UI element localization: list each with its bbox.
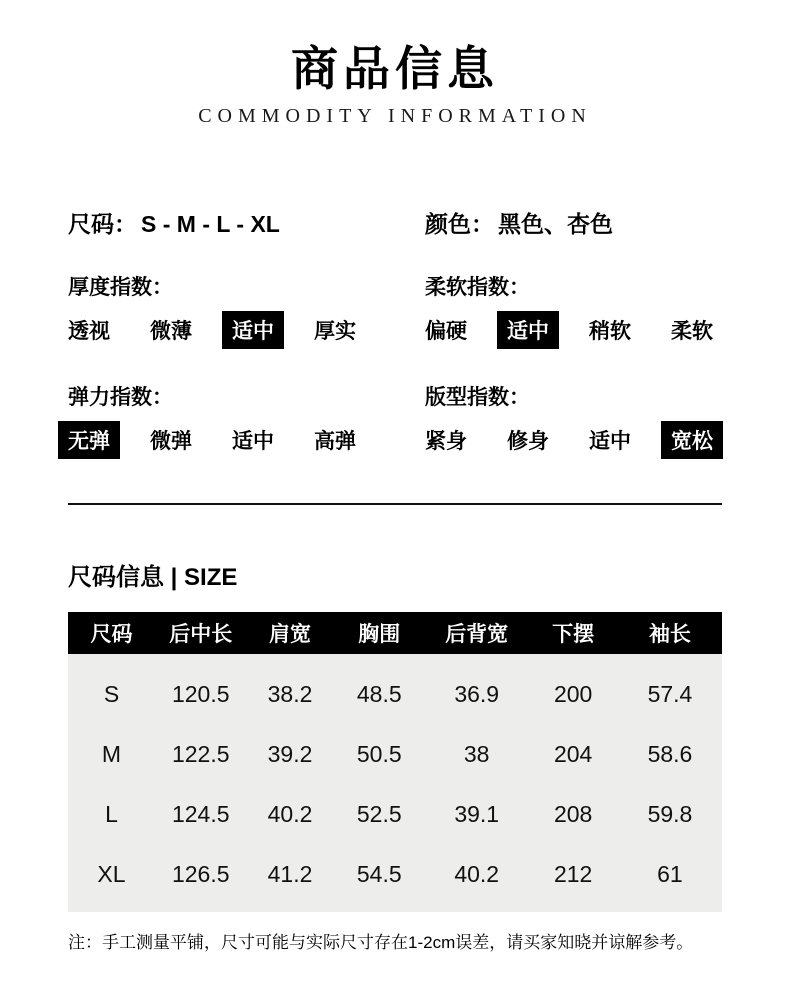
index-option: 柔软 <box>671 320 713 344</box>
attribute-indices <box>68 271 722 455</box>
cell: 204 <box>553 740 593 767</box>
thickness-options <box>68 315 425 345</box>
page-title: 商品信息 <box>291 42 499 95</box>
index-option-selected: 适中 <box>497 311 559 349</box>
col-header-back-width: 后背宽 <box>445 623 509 647</box>
table-row-m <box>68 724 722 784</box>
fit-options <box>425 425 722 455</box>
index-option: 微弹 <box>150 430 192 454</box>
cell: 38 <box>463 740 490 767</box>
color-spec-label: 颜色： <box>425 211 494 238</box>
size-table <box>68 612 722 912</box>
index-option-selected: 宽松 <box>661 421 723 459</box>
col-header-hem: 下摆 <box>552 623 595 647</box>
index-option: 透视 <box>68 320 110 344</box>
index-option: 偏硬 <box>425 320 467 344</box>
elasticity-options <box>68 425 425 455</box>
index-option: 紧身 <box>425 430 467 454</box>
cell: 124.5 <box>171 800 230 827</box>
measurement-note: 注：手工测量平铺，尺寸可能与实际尺寸存在1-2cm误差，请买家知晓并谅解参考。 <box>68 933 694 953</box>
col-header-back-length: 后中长 <box>169 623 233 647</box>
cell: 50.5 <box>356 740 402 767</box>
fit-index-label: 版型指数： <box>425 386 530 410</box>
softness-index-label: 柔软指数： <box>425 276 530 300</box>
page-subtitle: COMMODITY INFORMATION <box>198 105 592 128</box>
cell: 200 <box>553 680 593 707</box>
thickness-index-label: 厚度指数： <box>68 276 173 300</box>
cell: 36.9 <box>454 680 500 707</box>
size-spec <box>68 206 425 239</box>
cell: XL <box>97 860 126 887</box>
cell: 122.5 <box>171 740 230 767</box>
index-option: 稍软 <box>589 320 631 344</box>
col-header-sleeve: 袖长 <box>648 623 691 647</box>
softness-index <box>425 271 722 345</box>
cell: S <box>103 680 120 707</box>
cell: 120.5 <box>171 680 230 707</box>
index-option: 修身 <box>507 430 549 454</box>
cell: 208 <box>553 800 593 827</box>
index-option: 适中 <box>232 430 274 454</box>
table-row-s <box>68 664 722 724</box>
size-spec-label: 尺码： <box>68 211 137 238</box>
size-spec-value: S - M - L - XL <box>141 211 280 238</box>
index-option: 厚实 <box>314 320 356 344</box>
cell: 54.5 <box>356 860 402 887</box>
cell: 48.5 <box>356 680 402 707</box>
fit-index <box>425 381 722 455</box>
elasticity-index <box>68 381 425 455</box>
section-divider <box>68 503 722 505</box>
spec-row <box>68 206 722 239</box>
index-option-selected: 无弹 <box>58 421 120 459</box>
cell: 212 <box>553 860 593 887</box>
cell: 57.4 <box>647 680 693 707</box>
size-table-header <box>68 612 722 654</box>
cell: L <box>105 800 118 827</box>
softness-options <box>425 315 722 345</box>
index-option: 微薄 <box>150 320 192 344</box>
size-table-body <box>68 654 722 912</box>
col-header-bust: 胸围 <box>358 623 401 647</box>
cell: 39.1 <box>454 800 500 827</box>
size-section-heading: 尺码信息 | SIZE <box>68 564 238 592</box>
cell: 40.2 <box>454 860 500 887</box>
cell: 52.5 <box>356 800 402 827</box>
index-option: 高弹 <box>314 430 356 454</box>
product-info-page <box>0 38 790 953</box>
cell: 59.8 <box>647 800 693 827</box>
cell: 39.2 <box>267 740 313 767</box>
elasticity-index-label: 弹力指数： <box>68 386 173 410</box>
cell: 126.5 <box>171 860 230 887</box>
table-row-l <box>68 784 722 844</box>
cell: 38.2 <box>267 680 313 707</box>
color-spec-value: 黑色、杏色 <box>498 211 613 238</box>
table-row-xl <box>68 844 722 904</box>
col-header-size: 尺码 <box>90 623 133 647</box>
index-option-selected: 适中 <box>222 311 284 349</box>
cell: 58.6 <box>647 740 693 767</box>
cell: M <box>101 740 122 767</box>
cell: 61 <box>657 860 683 887</box>
thickness-index <box>68 271 425 345</box>
cell: 40.2 <box>267 800 313 827</box>
index-option: 适中 <box>589 430 631 454</box>
cell: 41.2 <box>267 860 313 887</box>
color-spec <box>425 206 722 239</box>
col-header-shoulder: 肩宽 <box>269 623 311 647</box>
